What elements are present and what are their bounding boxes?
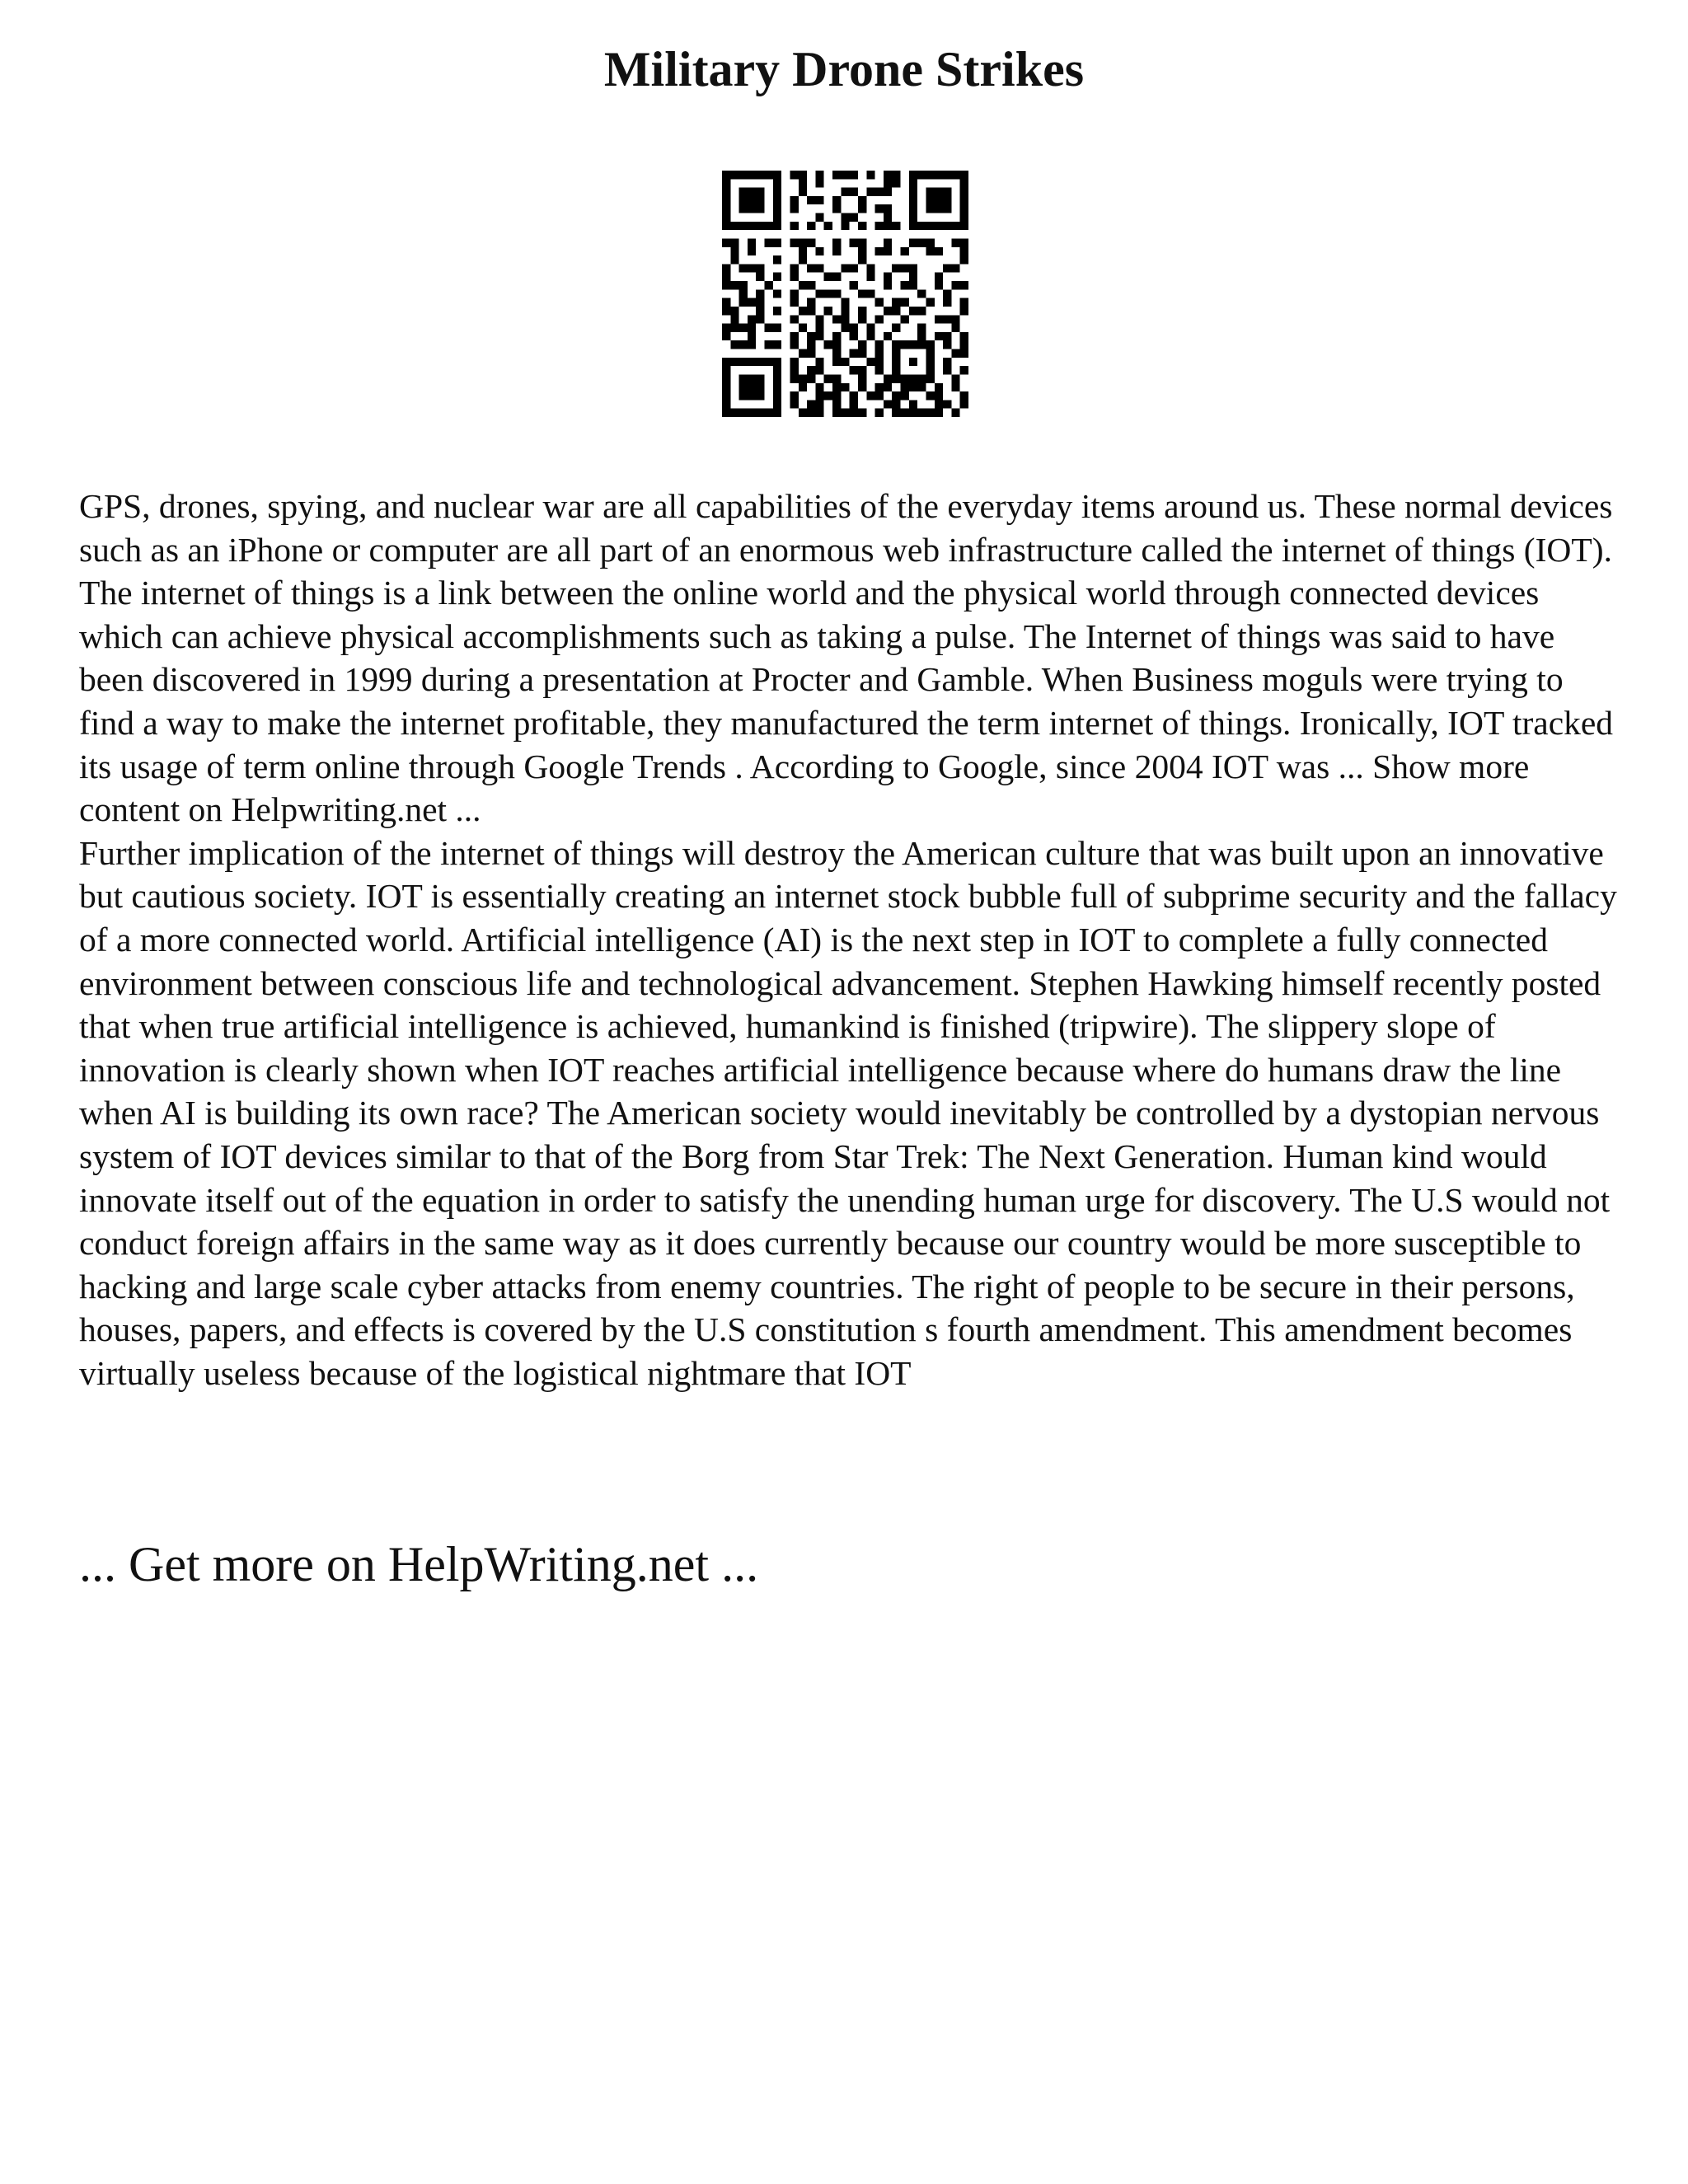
qr-code-icon: [722, 171, 968, 417]
paragraph-2: Further implication of the internet of things will destroy the American culture that was built upon an innovative but cautious society. IOT is essentially creating an internet stock bubble full of subprime security and the fallacy of a more connected world. Artificial intelligence (AI) is the next step in IOT to complete a fully connected environment between conscious life and technological advancement. Stephen Hawking himself recently posted that when true artificial intelligence is achieved, humankind is finished (tripwire). The slippery slope of innovation is clearly shown when IOT reaches artificial intelligence because where do humans draw the line when AI is building its own race? The American society would inevitably be controlled by a dystopian nervous system of IOT devices similar to that of the Borg from Star Trek: The Next Generation. Human kind would innovate itself out of the equation in order to satisfy the unending human urge for discovery. The U.S would not conduct foreign affairs in the same way as it does currently because our country would be more susceptible to hacking and large scale cyber attacks from enemy countries. The right of people to be secure in their persons, houses, papers, and effects is covered by the U.S constitution s fourth amendment. This amendment becomes virtually useless because of the logistical nightmare that IOT: [79, 833, 1617, 1392]
paragraph-1: GPS, drones, spying, and nuclear war are all capabilities of the everyday items around us. These normal devices such as an iPhone or computer are all part of an enormous web infrastructure called the internet of things (IOT). The internet of things is a link between the online world and the physical world through connected devices which can achieve physical accomplishments such as taking a pulse. The Internet of things was said to have been discovered in 1999 during a presentation at Procter and Gamble. When Business moguls were trying to find a way to make the internet profitable, they manufactured the term internet of things. Ironically, IOT tracked its usage of term online through Google Trends . According to Google, since 2004 IOT was ... Show more content on Helpwriting.net ...: [79, 487, 1614, 829]
get-more-link[interactable]: ... Get more on HelpWriting.net ...: [79, 1537, 759, 1591]
article-body: [79, 485, 1620, 1394]
page-title: Military Drone Strikes: [603, 42, 1085, 96]
